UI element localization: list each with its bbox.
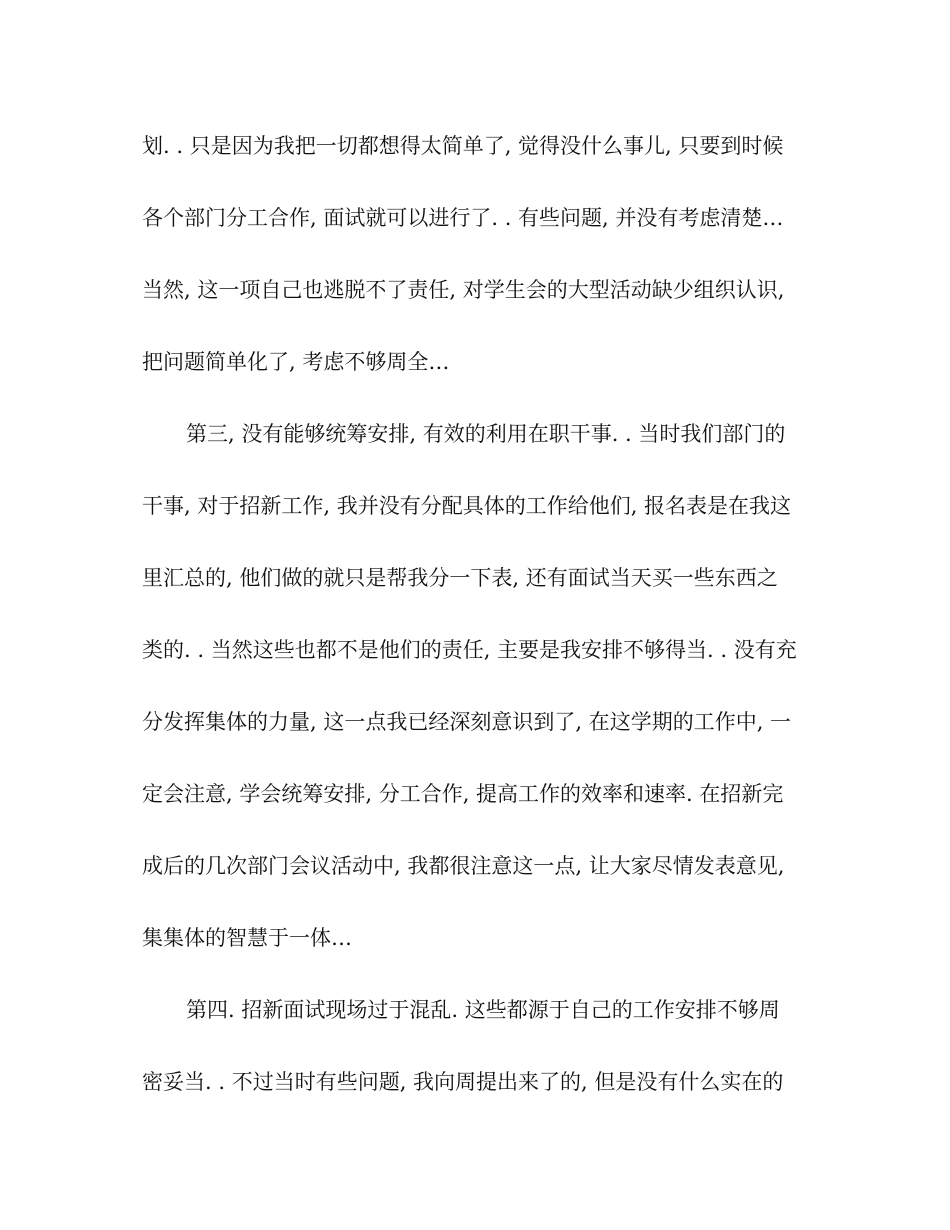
text-line: 各个部门分工合作, 面试就可以进行了. . 有些问题, 并没有考虑清楚… — [142, 206, 784, 230]
paragraph-start-line: 第四. 招新面试现场过于混乱. 这些都源于自己的工作安排不够周 — [186, 998, 780, 1022]
text-line: 成后的几次部门会议活动中, 我都很注意这一点, 让大家尽情发表意见, — [142, 854, 785, 878]
text-line: 分发挥集体的力量, 这一点我已经深刻意识到了, 在这学期的工作中, 一 — [142, 710, 792, 734]
text-line: 当然, 这一项自己也逃脱不了责任, 对学生会的大型活动缺少组织认识, — [142, 278, 785, 302]
text-line: 类的. . 当然这些也都不是他们的责任, 主要是我安排不够得当. . 没有充 — [142, 638, 797, 662]
text-line: 干事, 对于招新工作, 我并没有分配具体的工作给他们, 报名表是在我这 — [142, 494, 792, 518]
text-line: 划. . 只是因为我把一切都想得太简单了, 觉得没什么事儿, 只要到时候 — [142, 134, 784, 158]
text-line: 定会注意, 学会统筹安排, 分工合作, 提高工作的效率和速率. 在招新完 — [142, 782, 784, 806]
text-line: 密妥当. . 不过当时有些问题, 我向周提出来了的, 但是没有什么实在的 — [142, 1070, 784, 1094]
text-line: 把问题简单化了, 考虑不够周全… — [142, 350, 450, 374]
text-line: 集集体的智慧于一体… — [142, 926, 352, 950]
text-line: 里汇总的, 他们做的就只是帮我分一下表, 还有面试当天买一些东西之 — [142, 566, 778, 590]
paragraph-start-line: 第三, 没有能够统筹安排, 有效的利用在职干事. . 当时我们部门的 — [186, 422, 786, 446]
